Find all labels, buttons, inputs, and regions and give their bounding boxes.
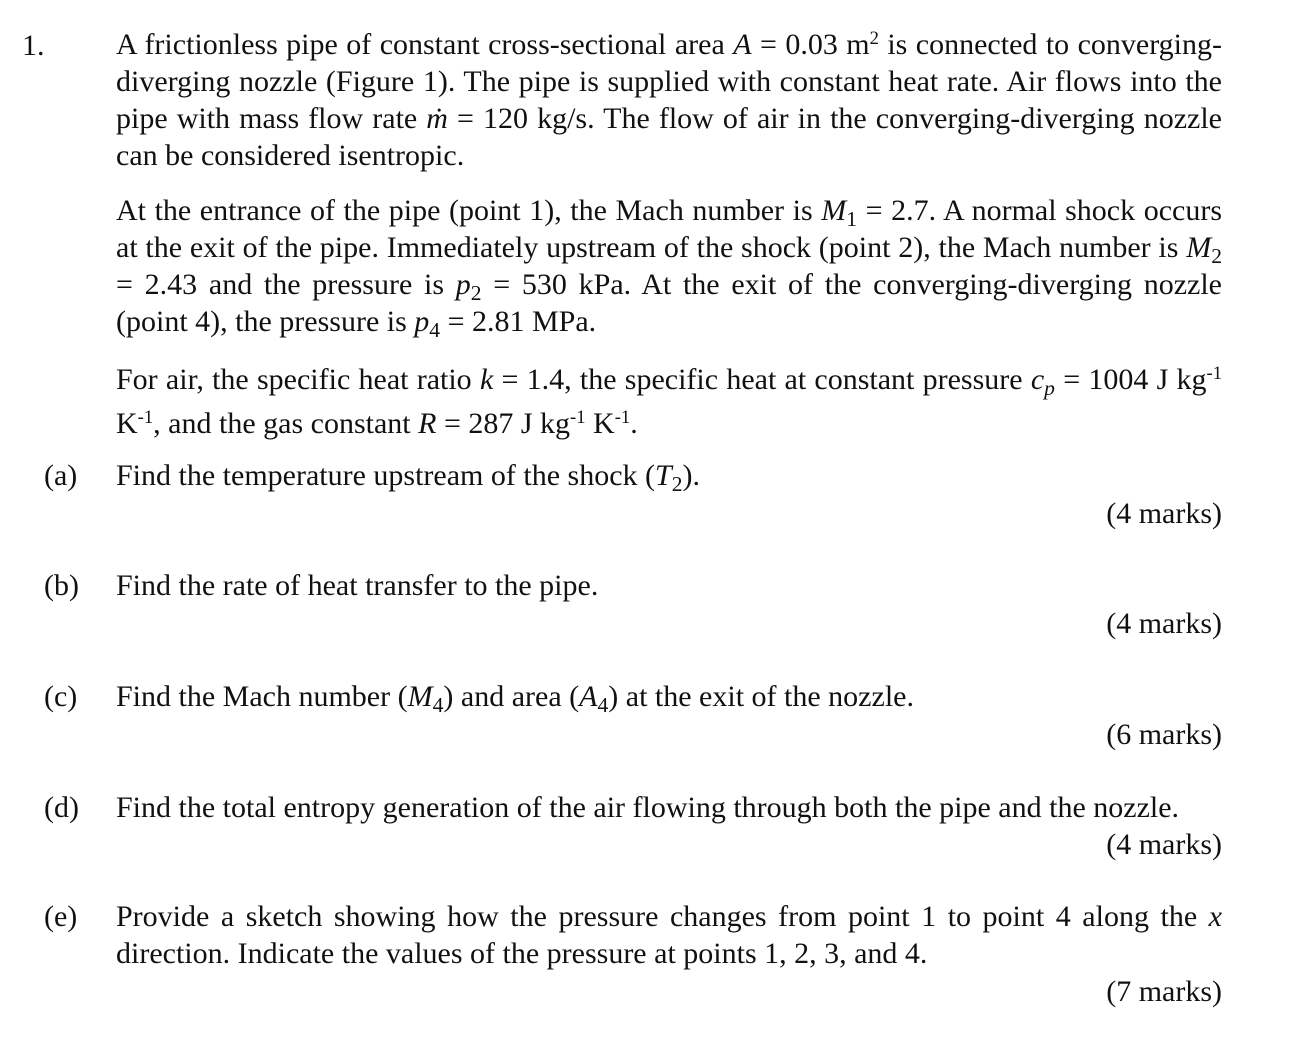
part-d-label: (d) — [44, 791, 79, 824]
part-e-marks: (7 marks) — [1106, 975, 1222, 1008]
part-b-text: Find the rate of heat transfer to the pipe. — [116, 569, 599, 602]
part-c-text: Find the Mach number $(M_4)$ and area $(A_4)$ at the exit of the nozzle. — [116, 680, 914, 718]
area-symbol: A — [733, 28, 752, 61]
question-number: 1. — [22, 29, 45, 62]
part-b-label: (b) — [44, 569, 79, 602]
part-a-label: (a) — [44, 459, 78, 492]
part-d-marks: (4 marks) — [1106, 828, 1222, 861]
part-e-label: (e) — [44, 900, 78, 933]
part-c-label: (c) — [44, 680, 78, 713]
properties-paragraph: For air, the specific heat ratio k = 1.4, the specific heat at constant pressure $c_p = 1004$ J $kg^{-1}$ $K^{-1}$, and the gas constant R = 287 J $kg^{-1}$ $K^{-1}$. — [116, 362, 1223, 440]
intro-paragraph: A frictionless pipe of constant cross-sectional area A = 0.03 $m^2$ is connected to converging-diverging nozzle (Figure 1). The pipe is supplied with constant heat rate. Air flows into the pipe with mass flow rate ṁ = 120 kg/s. The flow of air in the converging-diverging nozzle can be considered isentropic. — [116, 27, 1222, 172]
part-a-marks: (4 marks) — [1106, 497, 1222, 530]
part-c-marks: (6 marks) — [1106, 718, 1222, 751]
part-e-text: Provide a sketch showing how the pressure changes from point 1 to point 4 along the x direction. Indicate the values of the pressure at points 1, 2, 3, and 4. — [116, 900, 1222, 970]
part-d-text: Find the total entropy generation of the air flowing through both the pipe and the nozzle. — [116, 791, 1180, 824]
mass-flow-symbol: ṁ — [426, 102, 448, 135]
conditions-paragraph: At the entrance of the pipe (point 1), the Mach number is $M_1 = 2.7$. A normal shock occurs at the exit of the pipe. Immediately upstream of the shock (point 2), the Mach number is $M_2 = 2.43$ and the pressure is $p_2 = 530$ kPa. At the exit of the converging-diverging nozzle (point 4), the pressure is $p_4 = 2.81$ MPa. — [116, 194, 1222, 343]
part-b-marks: (4 marks) — [1106, 607, 1222, 640]
part-a-text: Find the temperature upstream of the shock $(T_2)$. — [116, 459, 700, 497]
